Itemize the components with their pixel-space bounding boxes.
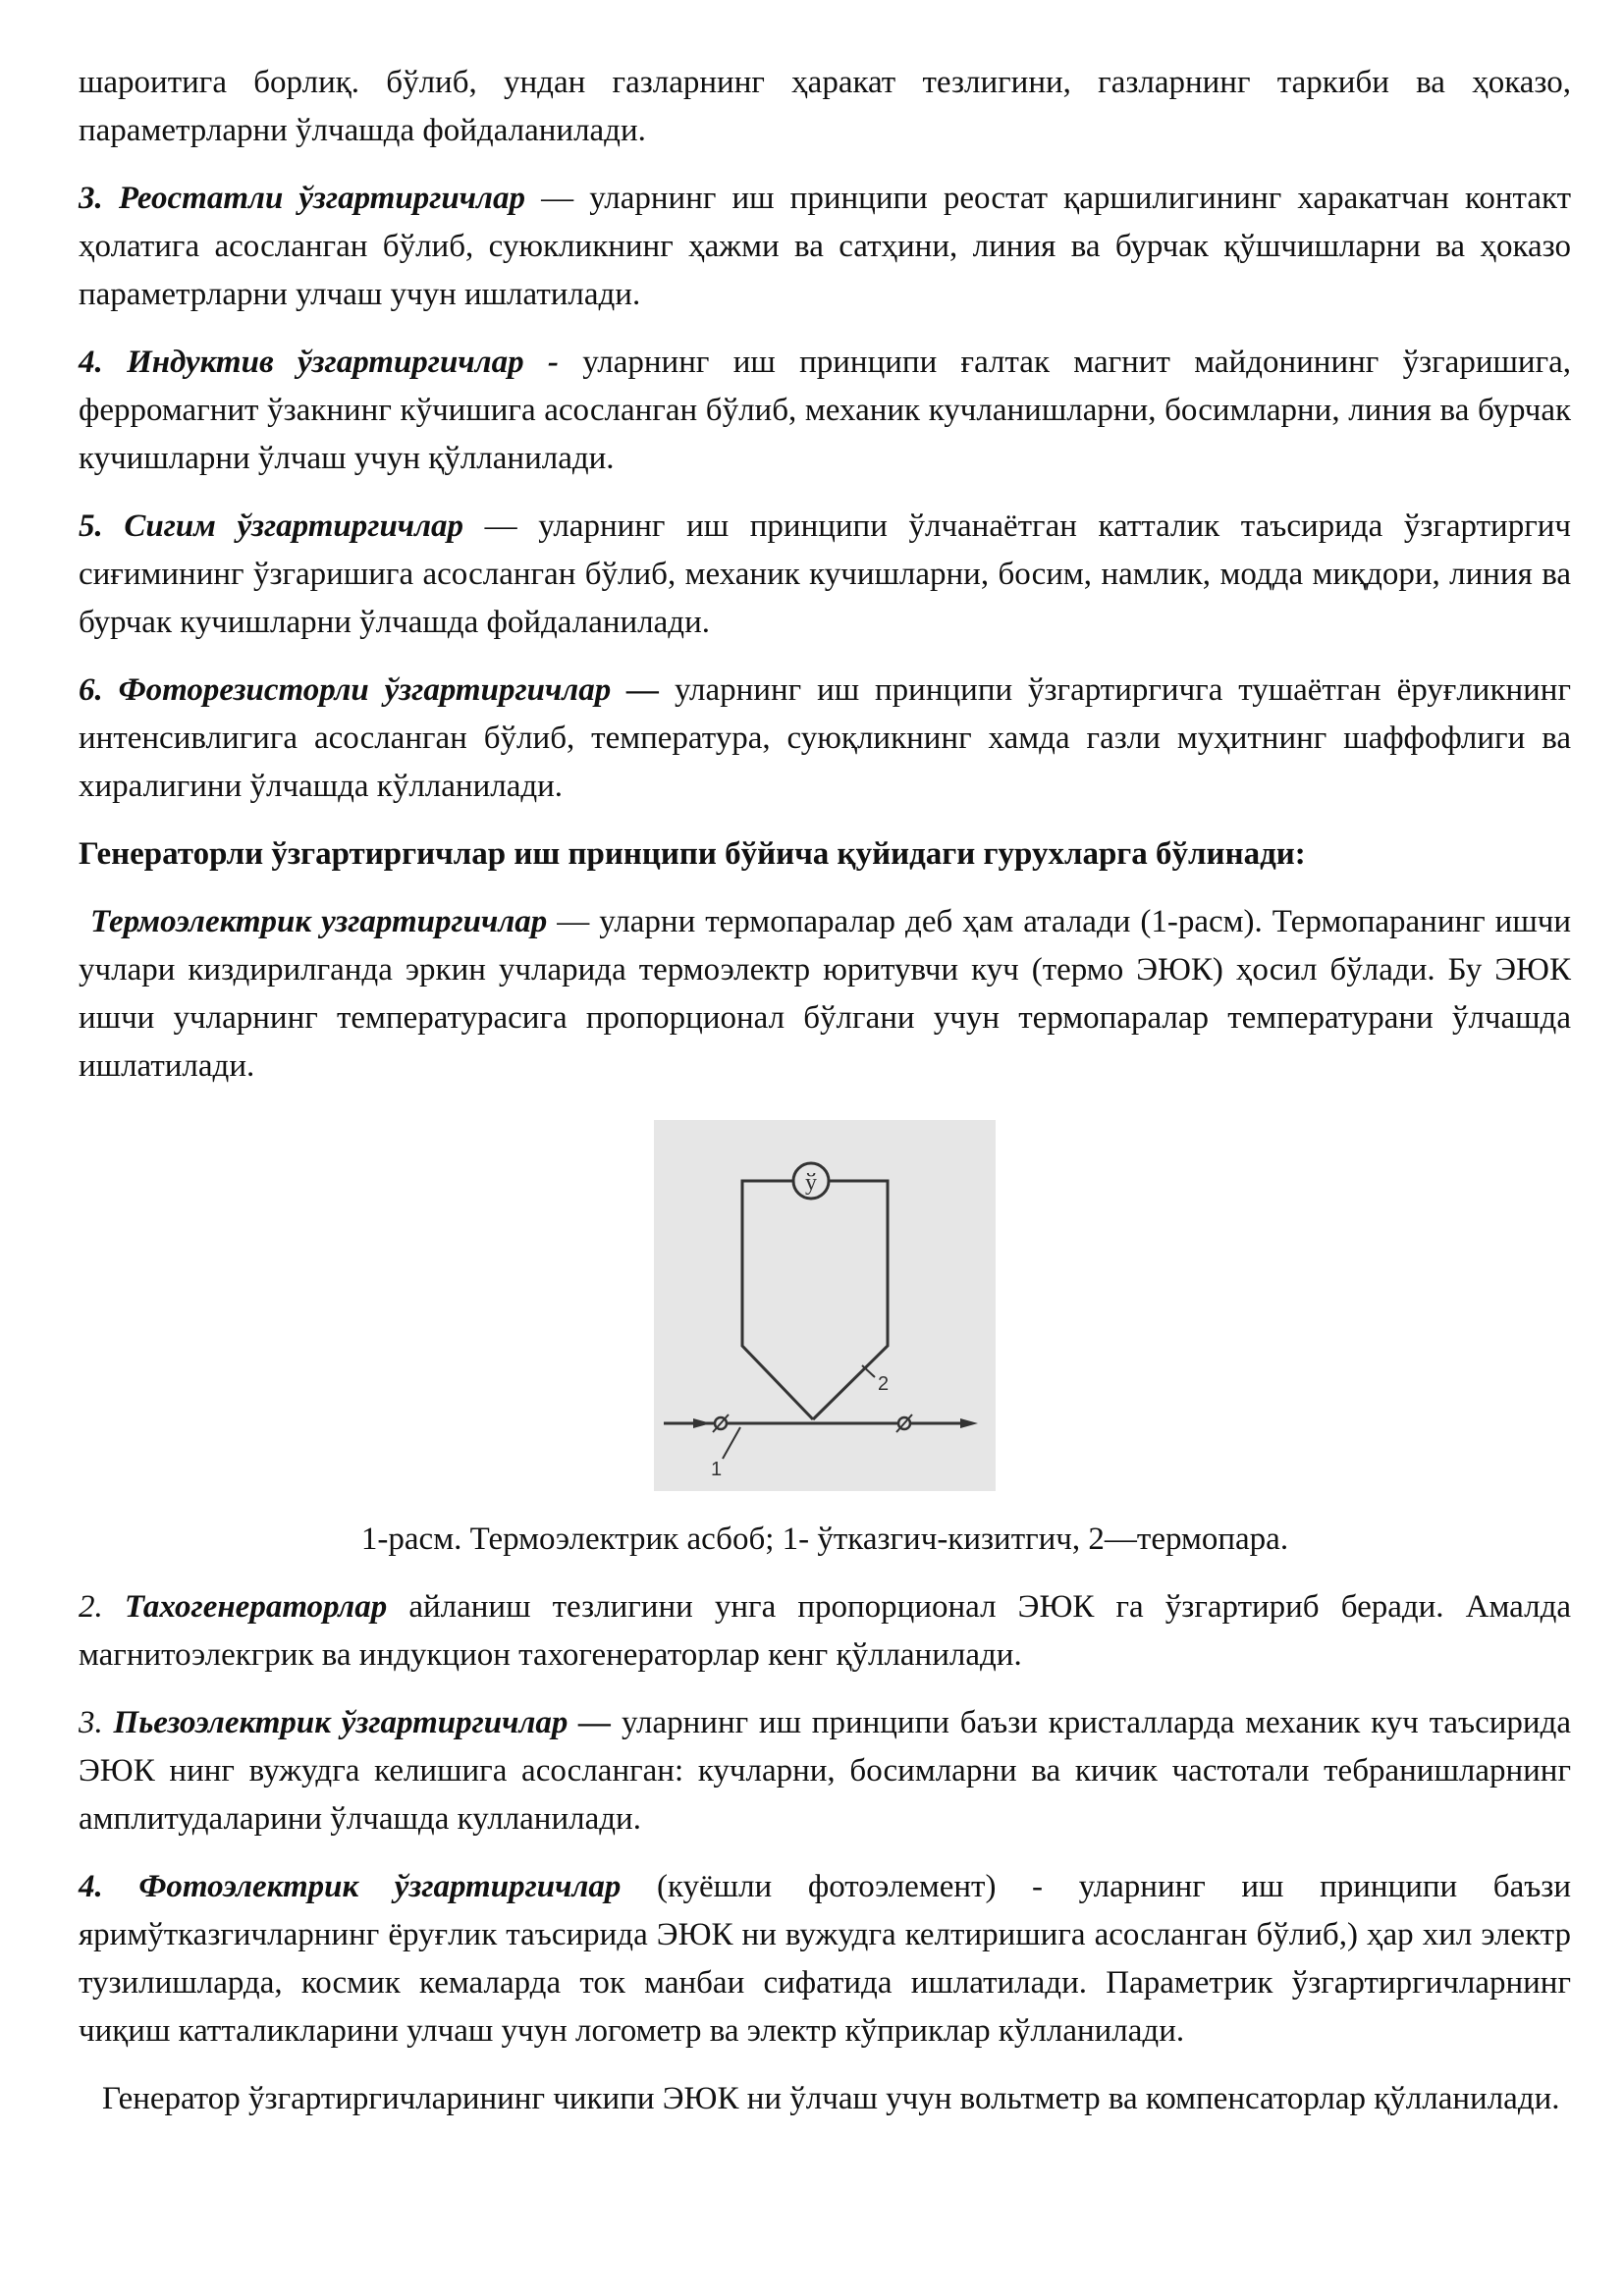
paragraph-title: 4. Фотоэлектрик ўзгартиргичлар bbox=[79, 1869, 622, 1904]
paragraph-text: уларнинг иш принципи ғалтак магнит майдонининг ўзгаришига, ферромагнит ўзакнинг кўчишига асосланган бўлиб, механик кучланишларни, босимларни, линия ва бурчак кучишларни ўлчаш учун қўлланилади. bbox=[79, 345, 1571, 476]
paragraph-text: (куёшли фотоэлемент) - уларнинг иш принципи баъзи яримўтказгичларнинг ёруғлик таъсирида ЭЮК ни вужудга келтиришига асосланган бўлиб,) ҳар хил электр тузилишларда, космик кемаларда ток манбаи сифатида ишлатилади. Параметрик ўзгартиргичларнинг чиқиш катталикларини улчаш учун логометр ва электр кўприклар кўлланилади. bbox=[79, 1869, 1571, 2049]
thermocouple-wire-left bbox=[742, 1181, 813, 1419]
figure-container bbox=[79, 1120, 1571, 1491]
leader-line-1 bbox=[723, 1427, 740, 1459]
paragraph-title: 4. Индуктив ўзгартиргичлар - bbox=[79, 345, 559, 380]
paragraph-text: — уларни термопаралар деб ҳам аталади (1-расм). Термопаранинг ишчи учлари киздирилганда эркин учларида термоэлектр юритувчи куч (термо ЭЮК) ҳосил бўлади. Бу ЭЮК ишчи учларнинг температурасига пропорционал бўлгани учун термопаралар температурани ўлчашда ишлатилади. bbox=[79, 904, 1572, 1084]
arrow-right-icon bbox=[960, 1418, 978, 1428]
paragraph-number: 2. bbox=[79, 1589, 125, 1625]
arrow-right-icon bbox=[693, 1418, 711, 1428]
paragraph-piezoelectric-transducers bbox=[79, 1699, 1571, 1843]
paragraph-intro-continuation bbox=[79, 59, 1571, 155]
thermocouple-wire-right bbox=[813, 1181, 888, 1419]
label-2: 2 bbox=[878, 1373, 890, 1395]
figure-caption: 1-расм. Термоэлектрик асбоб; 1- ўтказгич-кизитгич, 2—термопара. bbox=[360, 1522, 1289, 1557]
document-page bbox=[79, 59, 1571, 2123]
leader-line-2 bbox=[862, 1365, 875, 1377]
label-1: 1 bbox=[711, 1459, 723, 1480]
paragraph-text: — уларнинг иш принципи ўлчанаётган катталик таъсирида ўзгартиргич сиғимининг ўзгаришига асосланган бўлиб, механик кучишларни, босим, намлик, модда миқдори, линия ва бурчак кучишларни ўлчашда фойдаланилади. bbox=[79, 508, 1571, 640]
paragraph-text: уларнинг иш принципи ўзгартиргичга тушаётган ёруғликнинг интенсивлигига асосланган бўлиб, температура, суюқликнинг хамда газли муҳитнинг шаффофлиги ва хиралигини ўлчашда кўлланилади. bbox=[79, 672, 1572, 804]
paragraph-title: 3. Реостатли ўзгартиргичлар bbox=[79, 181, 525, 216]
thermocouple-figure bbox=[654, 1120, 996, 1491]
paragraph-generator-measurement bbox=[79, 2075, 1571, 2123]
paragraph-title: Тахогенераторлар bbox=[124, 1589, 388, 1625]
paragraph-photoelectric-transducers bbox=[79, 1863, 1571, 2056]
paragraph-text: айланиш тезлигини унга пропорционал ЭЮК га ўзгартириб беради. Амалда магнитоэлекгрик ва индукцион тахогенераторлар кенг қўлланилади. bbox=[79, 1589, 1572, 1673]
paragraph-thermoelectric-transducers bbox=[79, 898, 1571, 1091]
paragraph-text: шароитига борлиқ. бўлиб, ундан газларнинг ҳаракат тезлигини, газларнинг таркиби ва ҳоказо, параметрларни ўлчашда фойдаланилади. bbox=[79, 65, 1571, 148]
paragraph-rheostat-transducers bbox=[79, 175, 1571, 319]
section-heading: Генераторли ўзгартиргичлар иш принципи бўйича қуйидаги гурухларга бўлинади: bbox=[79, 836, 1306, 872]
paragraph-text: Генератор ўзгартиргичларининг чикипи ЭЮК ни ўлчаш учун вольтметр ва компенсаторлар қўлланилади. bbox=[102, 2081, 1560, 2116]
paragraph-number: 3. bbox=[79, 1705, 114, 1740]
paragraph-title: 6. Фоторезисторли ўзгартиргичлар — bbox=[79, 672, 660, 708]
paragraph-tachogenerators bbox=[79, 1583, 1571, 1680]
paragraph-inductive-transducers bbox=[79, 339, 1571, 483]
paragraph-title: Термоэлектрик узгартиргичлар bbox=[90, 904, 548, 939]
paragraph-capacitive-transducers bbox=[79, 503, 1571, 647]
paragraph-text: уларнинг иш принципи баъзи кристалларда механик куч таъсирида ЭЮК нинг вужудга келишига асосланган: кучларни, босимларни ва кичик частотали тебранишларнинг амплитудаларини ўлчашда кулланилади. bbox=[79, 1705, 1572, 1837]
paragraph-title: Пьезоэлектрик ўзгартиргичлар — bbox=[113, 1705, 612, 1740]
paragraph-photoresistor-transducers bbox=[79, 667, 1571, 811]
thermocouple-diagram bbox=[654, 1120, 996, 1491]
paragraph-text: — уларнинг иш принципи реостат қаршилигининг харакатчан контакт ҳолатига асосланган бўлиб, суюкликнинг ҳажми ва сатҳини, линия ва бурчак қўшчишларни ва ҳоказо параметрларни улчаш учун ишлатилади. bbox=[79, 181, 1571, 312]
meter-label: ў bbox=[805, 1170, 817, 1196]
paragraph-title: 5. Сигим ўзгартиргичлар bbox=[79, 508, 464, 544]
